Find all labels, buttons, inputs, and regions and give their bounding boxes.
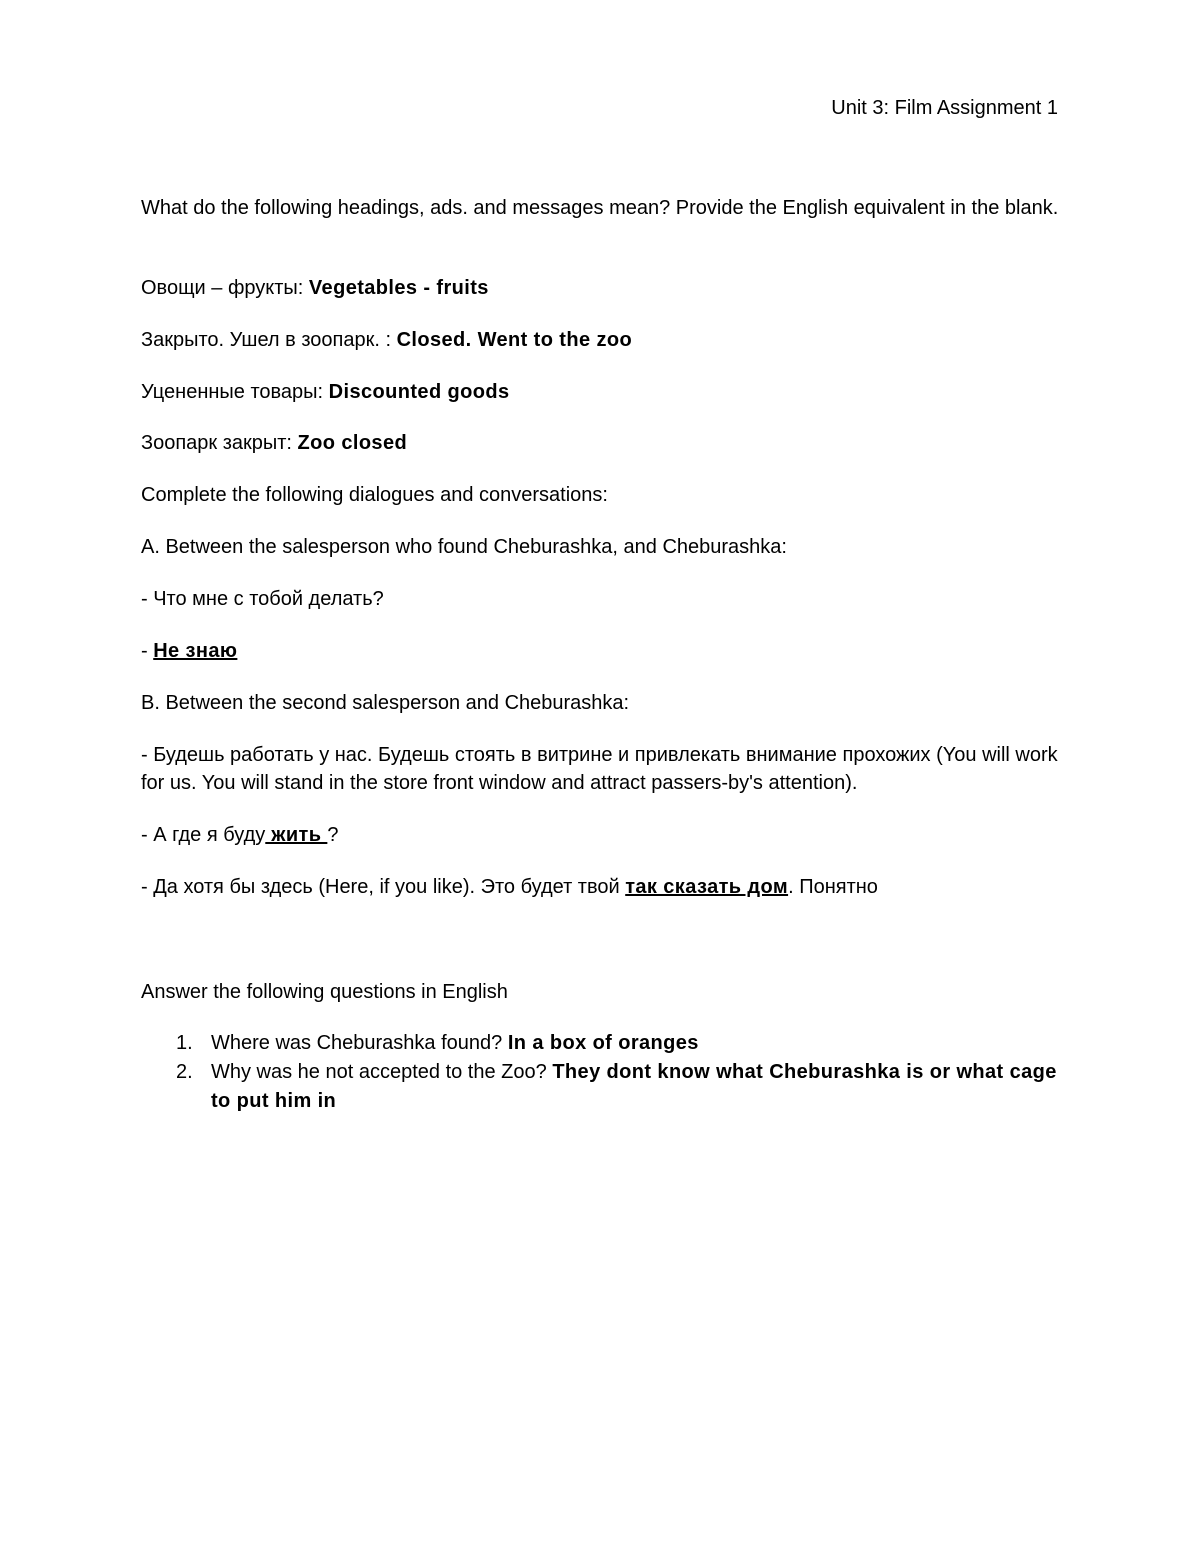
item-prompt: Овощи – фрукты: bbox=[141, 277, 309, 299]
item-prompt: Закрыто. Ушел в зоопарк. : bbox=[141, 329, 397, 351]
list-number: 1. bbox=[176, 1032, 193, 1054]
instructions-headings: What do the following headings, ads. and messages mean? Provide the English equivalent in the blank. bbox=[141, 197, 1059, 219]
dialogue-b-answer: так сказать дом bbox=[625, 876, 789, 898]
question-text: Why was he not accepted to the Zoo? bbox=[211, 1061, 553, 1083]
item-prompt: Зоопарк закрыт: bbox=[141, 432, 298, 454]
item-answer: Vegetables - fruits bbox=[308, 277, 489, 299]
item-answer: Zoo closed bbox=[297, 432, 408, 454]
question-answer: In a box of oranges bbox=[507, 1032, 699, 1054]
dialogue-b-line: - Будешь работать у нас. Будешь стоять в витрине и привлекать внимание прохожих (You will work for us. You will stand in the store front window and attract passers-by's attention). bbox=[141, 744, 1058, 794]
dialogue-a-heading: A. Between the salesperson who found Cheburashka, and Cheburashka: bbox=[141, 536, 787, 558]
translation-item bbox=[141, 274, 1061, 302]
dialogue-a-answer: Не знаю bbox=[153, 640, 238, 662]
dialogue-b-answer-line bbox=[141, 873, 1061, 901]
list-number: 2. bbox=[176, 1061, 193, 1083]
question-text: Where was Cheburashka found? bbox=[211, 1032, 508, 1054]
translation-item bbox=[141, 378, 1061, 406]
dialogue-b-answer: жить bbox=[265, 824, 328, 846]
item-prompt: Уцененные товары: bbox=[141, 381, 329, 403]
dialogue-b-answer-line bbox=[141, 821, 1061, 849]
translation-item bbox=[141, 326, 1061, 354]
dialogue-b-prefix: - А где я буду bbox=[141, 824, 266, 846]
question-body bbox=[211, 1029, 1061, 1058]
question-body bbox=[211, 1058, 1061, 1116]
page-header: Unit 3: Film Assignment 1 bbox=[831, 97, 1058, 119]
dialogue-b-prefix: - Да хотя бы здесь (Here, if you like). Это будет твой bbox=[141, 876, 626, 898]
instructions-questions: Answer the following questions in English bbox=[141, 981, 508, 1003]
dialogue-b-heading: B. Between the second salesperson and Cheburashka: bbox=[141, 692, 630, 714]
dialogue-a-answer-line bbox=[141, 637, 1061, 665]
question-answer: They dont know what Cheburashka is or what cage to put him in bbox=[211, 1061, 1057, 1112]
dash: - bbox=[141, 640, 154, 662]
item-answer: Closed. Went to the zoo bbox=[396, 329, 633, 351]
dialogue-a-line: - Что мне с тобой делать? bbox=[141, 588, 384, 610]
item-answer: Discounted goods bbox=[328, 381, 510, 403]
translation-item bbox=[141, 429, 1061, 457]
dialogue-b-suffix: . Понятно bbox=[788, 876, 878, 898]
instructions-dialogues: Complete the following dialogues and conversations: bbox=[141, 484, 608, 506]
dialogue-b-suffix: ? bbox=[327, 824, 339, 846]
